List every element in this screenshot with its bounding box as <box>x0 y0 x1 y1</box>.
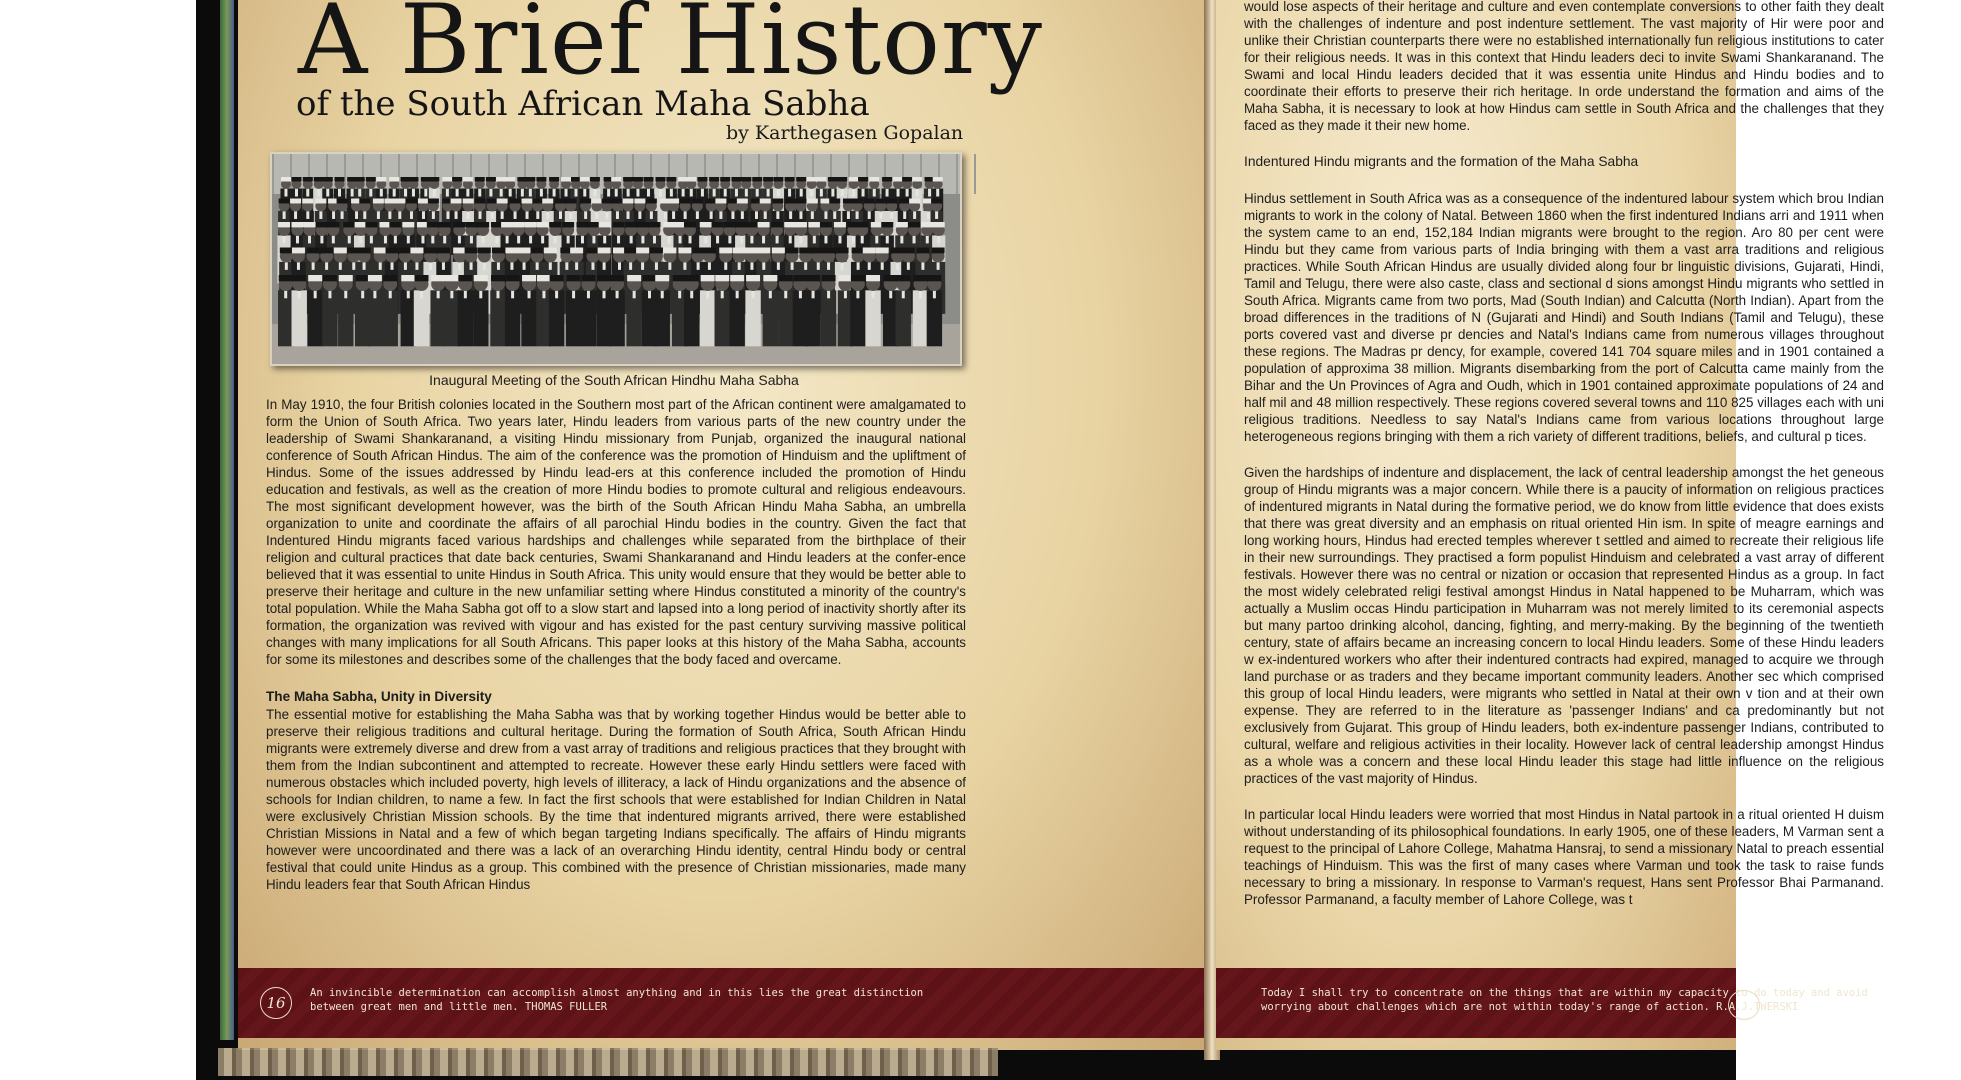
section-heading: The Maha Sabha, Unity in Diversity <box>266 689 492 704</box>
group-photo-image <box>272 154 960 364</box>
article-title: A Brief History <box>298 0 1044 96</box>
magazine-scan <box>196 0 1884 1080</box>
right-page-number-circle <box>1728 990 1760 1020</box>
right-paragraph-2: Hindus settlement in South Africa was as a consequence of the indentured labour system which brou Indian migrants to work in the colony of Natal. Between 1860 when the first indentured Indians arri and 1911 when the system came to an end, 152,184 Indian migrants were brought to the region. Aro 80 per cent were Hindu but they came from various parts of India bringing with them a vast arra traditions and religious practices. While South African Hindus are usually divided along four br linguistic divisions, Gujarati, Hindi, Tamil and Telugu, there were also caste, class and sectional d sions amongst Hindu migrants who settled in South Africa. Migrants came from two ports, Mad (South Indian) and Calcutta (North Indian). Apart from the broad differences in the traditions of N (Gujarati and Hindi) and South Indians (Tamil and Telugu), these ports covered vast and diverse pr dencies and Natal's Indians came from numerous villages throughout these regions. The Madras pr dency, for example, covered 141 704 square miles and in 1901 contained a population of approxima 38 million. Migrants disembarking from the port of Calcutta came mainly from the Bihar and the Un Provinces of Agra and Oudh, which in 1901 contained approximate populations of 24 and half mil and 48 million respectively. These regions covered several towns and 110 825 villages each with uni religious traditions. Needless to say Natal's Indians came from various locations throughout large heterogeneous regions bringing with them a rich variety of different traditions, beliefs, and cultural p tices. <box>1244 191 1884 444</box>
left-page <box>238 0 1208 1050</box>
right-footer-quote: Today I shall try to concentrate on the things that are within my capacity to do today and avoid worrying about challenges which are not within today's range of action. R.A.J.TWERSKI <box>1261 987 1868 1013</box>
photo-caption: Inaugural Meeting of the South African Hindhu Maha Sabha <box>429 372 799 388</box>
group-photo <box>270 152 962 366</box>
right-section-heading: Indentured Hindu migrants and the formation of the Maha Sabha <box>1244 154 1639 169</box>
footer-quote: An invincible determination can accomplish almost anything and in this lies the great distinction between great men and little men. THOMAS FULLER <box>310 987 924 1013</box>
section-paragraph: The essential motive for establishing the Maha Sabha was that by working together Hindus would be better able to preserve their religious traditions and cultural heritage. During the formation of South Africa, South African Hindu migrants were extremely diverse and drew from a vast array of traditions and religious practices that they brought with them from the Indian subcontinent and attempted to recreate. However these early Hindu settlers were faced with numerous obstacles which included poverty, high levels of illiteracy, a lack of Hindu organizations and the absence of schools for Indian children, to name a few. In fact the first schools that were established for Indian Children in Natal were exclusively Christian Mission schools. By the time that indentured migrants arrived, there were established Christian Missions in Natal and a few of which began targeting Indians specifically. The affairs of Hindu migrants however were uncoordinated and there was a lack of an overarching Hindu identity, central Hindu body or central festival that could unite Hindus as a group. This combined with the presence of Christian missionaries, made many Hindu leaders fear that South African Hindus <box>266 707 966 892</box>
right-paragraph-1: would lose aspects of their heritage and culture and even contemplate conversions to other faith they dealt with the challenges of indenture and post indenture settlement. The vast majority of Hir were poor and unlike their Christian counterparts there were no established internationally fun religious institutions to cater for their religious needs. It was in this context that Hindu leaders deci to invite Swami Shankaranand. The Swami and local Hindu leaders decided that it was essentia unite Hindus and Hindu bodies and to coordinate their efforts to preserve their rich heritage. In orde understand the formation and aims of the Maha Sabha, it is necessary to look at how Hindus cam settle in South Africa and the challenges that they faced as they made it their new home. <box>1244 0 1884 133</box>
book-edge <box>220 0 234 1040</box>
left-footer-band <box>238 968 1208 1038</box>
page-number: 16 <box>260 987 292 1019</box>
right-article-body <box>1244 0 1884 927</box>
article-byline: by Karthegasen Gopalan <box>726 122 964 144</box>
article-subtitle: of the South African Maha Sabha <box>296 84 870 124</box>
right-paragraph-3: Given the hardships of indenture and displacement, the lack of central leadership amongst the het geneous group of Hindu migrants was a major concern. While there is a paucity of information on religious practices of indentured migrants in Natal during the formative period, we do know from little evidence that does exists that there was great diversity and an emphasis on ritual oriented Hin ism. In spite of meagre earnings and long working hours, Hindus had erected temples wherever t settled and aimed to recreate their religious life in their new surroundings. They practised a form populist Hinduism and celebrated a vast array of different festivals. However there was no central or nization or occasion that represented Hindus as a group. In fact the most widely celebrated religi festival amongst Hindus in Natal happened to be Muharram, which was actually a Muslim occas Hindu participation in Muharram was not merely limited to its ceremonial aspects but many partoo drinking alcohol, dancing, fighting, and merry-making. By the beginning of the twentieth century, state of affairs became an increasing concern to local Hindu leaders. Some of these Hindu leaders w ex-indentured workers who after their indentured contracts had expired, managed to acquire we through land purchase or as traders and they became important community leaders. Another sec which comprised this group of local Hindu leaders, were migrants who settled in Natal at their own v tion and at their own expense. They are referred to in the literature as 'passenger Indians' and ca predominantly but not exclusively from Gujarat. This group of Hindu leaders, both ex-indenture passenger Indians, contributed to cultural, welfare and religious activities in their locality. However lack of central leadership amongst Hindus as a whole was a concern and these local Hindu leader this stage had little influence on the religious practices of the vast majority of Hindus. <box>1244 465 1884 786</box>
right-paragraph-4: In particular local Hindu leaders were worried that most Hindus in Natal partook in a ritual oriented H duism without understanding of its philosophical foundations. In early 1905, one of these leaders, M Varman sent a request to the principal of Lahore College, Mahatma Hansraj, to send a missionary Natal to preach essential teachings of Hinduism. This was the first of many cases where Varman und took the task to raise funds necessary to bring a missionary. In response to Varman's request, Hans sent Professor Bhai Parmanand. Professor Parmanand, a faculty member of Lahore College, was t <box>1244 807 1884 907</box>
right-page <box>1216 0 1884 1050</box>
left-article-body <box>266 396 966 913</box>
book-bottom-edge <box>218 1048 998 1076</box>
right-footer-band <box>1216 968 1868 1038</box>
intro-paragraph: In May 1910, the four British colonies located in the Southern most part of the African continent were amalgamated to form the Union of South Africa. Two years later, Hindu leaders from various parts of the new country under the leadership of Swami Shankaranand, a visiting Hindu missionary from Punjab, organized the inaugural national conference of South African Hindus. The aim of the conference was the promotion of Hinduism and the upliftment of Hindus. Some of the issues addressed by Hindu lead-ers at this conference included the promotion of Hindu education and festivals, as well as the creation of more Hindu bodies to promote cultural and religious endeavours. The most significant development however, was the birth of the South African Hindu Maha Sabha, an umbrella organization to unite and coordinate the affairs of all parochial Hindu bodies in the country. Given the fact that Indentured Hindu migrants faced various hardships and challenges while separated from the birthplace of their religion and cultural practices that date back centuries, Swami Shankaranand and Hindu leaders at the confer-ence believed that it was essential to unite Hindus in South Africa. This unity would ensure that they would be better able to preserve their heritage and culture in the new unfamiliar setting where Hindus constituted a minority of the country's total population. While the Maha Sabha got off to a slow start and lapsed into a long period of inactivity shortly after its formation, the organization was revived with vigour and has existed for the past century surviving massive political changes with many implications for all South Africans. This paper looks at this history of the Maha Sabha, accounts for some its milestones and describes some of the challenges that the body faced and overcame. <box>266 397 966 667</box>
